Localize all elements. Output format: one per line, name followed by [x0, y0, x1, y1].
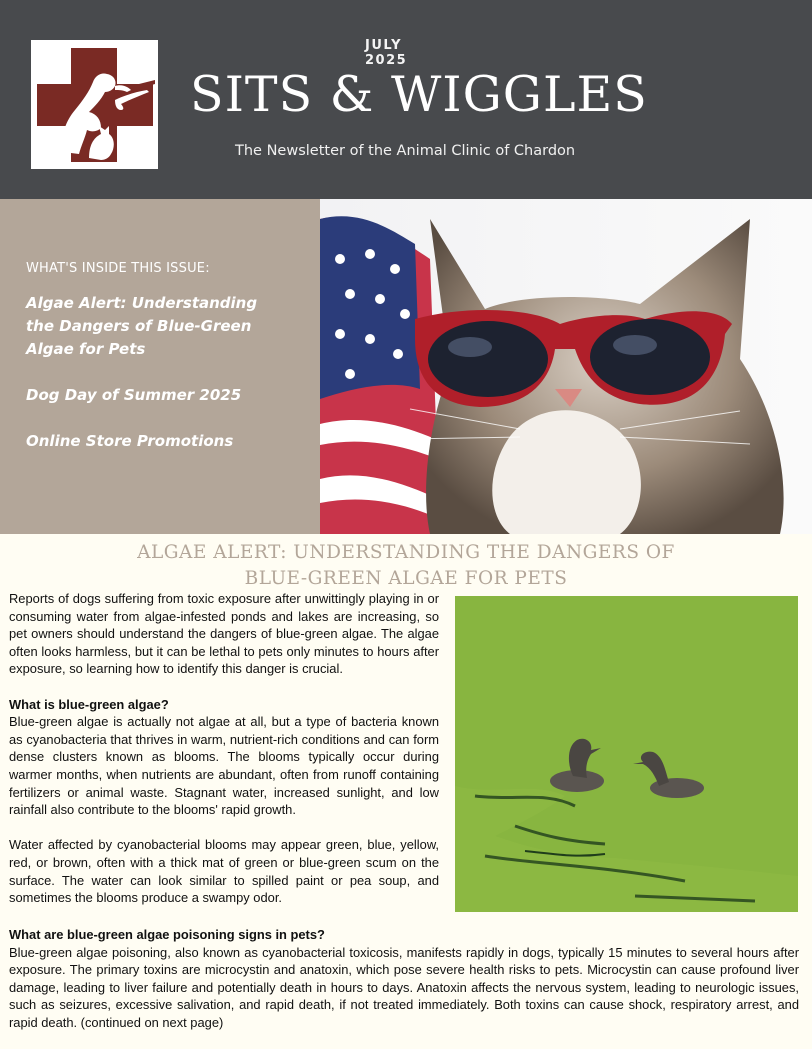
paragraph-appearance: Water affected by cyanobacterial blooms may appear green, blue, yellow, red, or brown, often with a thick mat of green or blue-green scum on the surface. The water can look similar to spilled paint or pea soup, and sometimes the blooms produce a swampy odor. — [9, 837, 439, 906]
inside-item-algae[interactable]: Algae Alert: Understanding the Dangers of Blue-Green Algae for Pets — [26, 294, 258, 358]
article-title-line2: BLUE-GREEN ALGAE FOR PETS — [244, 568, 568, 589]
section-heading-signs: What are blue-green algae poisoning signs in pets? — [9, 927, 325, 942]
whats-inside-panel — [0, 199, 320, 534]
inside-item-dog-day[interactable]: Dog Day of Summer 2025 — [26, 386, 242, 404]
article-column — [9, 590, 439, 907]
clinic-logo — [31, 40, 158, 169]
article-title-line1: ALGAE ALERT: UNDERSTANDING THE DANGERS OF — [137, 542, 675, 563]
section-heading-what-is: What is blue-green algae? — [9, 696, 169, 712]
cross-pets-logo-icon — [31, 40, 158, 169]
newsletter-subtitle: The Newsletter of the Animal Clinic of Chardon — [235, 143, 576, 159]
newsletter-header: JULY 2025 SITS & WIGGLES The Newsletter of the Animal Clinic of Chardon — [0, 0, 812, 199]
cat-sunglasses-flag-image — [320, 199, 812, 534]
hero-cat-photo — [320, 199, 812, 534]
whats-inside-heading: WHAT'S INSIDE THIS ISSUE: — [26, 261, 210, 276]
algae-pond-image — [455, 596, 798, 912]
article-intro: Reports of dogs suffering from toxic exposure after unwittingly playing in or consuming water from algae-infested ponds and lakes are increasing, so pet owners should understand the dangers of blue-green algae. The algae often looks harmless, but it can be lethal to pets only minutes to hours after exposure, so learning how to identify this danger is crucial. — [9, 591, 439, 677]
paragraph-signs: Blue-green algae poisoning, also known as cyanobacterial toxicosis, manifests rapidly in dogs, typically 15 minutes to several hours after exposure. The primary toxins are microcystin and anatoxin, which pose severe health risks to pets. Microcystin can cause profound liver damage, leading to liver failure and potentially death in hours to days. Anatoxin affects the nervous system, leading to neurologic issues, such as seizures, excessive salivation, and rapid death, if not treated immediately. Both toxins can cause shock, respiratory arrest, and rapid death. (continued on next page) — [9, 944, 799, 1030]
article-full-width — [9, 926, 799, 1032]
article-title — [0, 540, 812, 592]
ducks-algae-photo — [455, 596, 798, 912]
paragraph-what-is: Blue-green algae is actually not algae at all, but a type of bacteria known as cyanobacteria that thrives in warm, nutrient-rich conditions and can form dense clusters known as blooms. The blooms typically occur during warmer months, when nutrients are abundant, often from runoff containing fertilizers or animal waste. Stagnant water, increased sunlight, and low rainfall also contribute to the blooms' rapid growth. — [9, 714, 439, 818]
inside-item-store[interactable]: Online Store Promotions — [26, 432, 234, 450]
newsletter-title: SITS & WIGGLES — [190, 66, 648, 123]
